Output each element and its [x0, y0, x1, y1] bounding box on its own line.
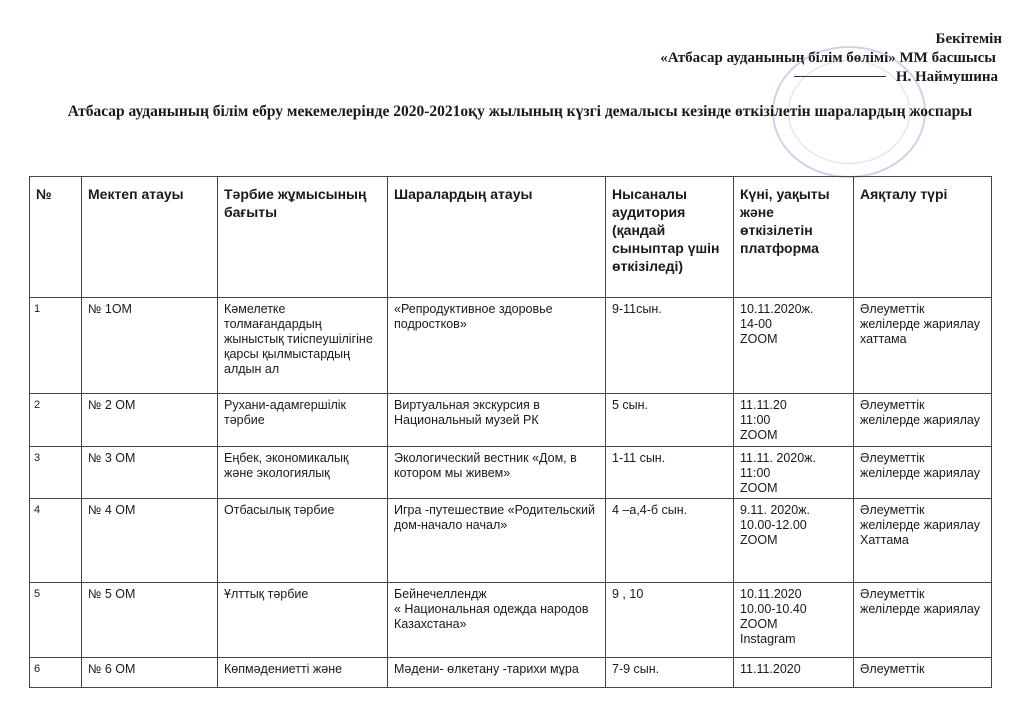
row-completion: Әлеуметтік желілерде жариялау — [854, 447, 992, 499]
header-number: № — [30, 177, 82, 298]
row-direction: Еңбек, экономикалық және экологиялық — [218, 447, 388, 499]
row-completion: Әлеуметтік желілерде жариялау хаттама — [854, 298, 992, 394]
table-row — [30, 499, 992, 583]
row-completion: Әлеуметтік желілерде жариялау — [854, 583, 992, 658]
row-direction: Көпмәдениетті және — [218, 658, 388, 688]
row-completion: Әлеуметтік — [854, 658, 992, 688]
row-number: 6 — [30, 658, 82, 688]
row-direction: Рухани-адамгершілік тәрбие — [218, 394, 388, 447]
row-event: Игра -путешествие «Родительский дом-начало начал» — [388, 499, 606, 583]
header-event: Шаралардың атауы — [388, 177, 606, 298]
row-number: 3 — [30, 447, 82, 499]
table-row — [30, 583, 992, 658]
row-direction: Кәмелетке толмағандардың жыныстық тиіспеушілігіне қарсы қылмыстардың алдын ал — [218, 298, 388, 394]
row-direction: Отбасылық тәрбие — [218, 499, 388, 583]
row-school: № 1ОМ — [82, 298, 218, 394]
events-plan-table — [29, 176, 992, 688]
row-event: «Репродуктивное здоровье подростков» — [388, 298, 606, 394]
row-audience: 7-9 сын. — [606, 658, 734, 688]
row-audience: 1-11 сын. — [606, 447, 734, 499]
table-row — [30, 394, 992, 447]
table-header-row — [30, 177, 992, 298]
row-number: 2 — [30, 394, 82, 447]
row-datetime: 11.11.20 11:00 ZOOM — [734, 394, 854, 447]
row-datetime: 10.11.2020ж. 14-00 ZOOM — [734, 298, 854, 394]
header-direction: Тәрбие жұмысының бағыты — [218, 177, 388, 298]
header-school: Мектеп атауы — [82, 177, 218, 298]
row-audience: 5 сын. — [606, 394, 734, 447]
row-event: Виртуальная экскурсия в Национальный музей РК — [388, 394, 606, 447]
table-row — [30, 658, 992, 688]
row-event: Мәдени- өлкетану -тарихи мұра — [388, 658, 606, 688]
approval-department: «Атбасар ауданының білім бөлімі» ММ басшысы — [660, 50, 996, 66]
table-row — [30, 447, 992, 499]
row-audience: 4 –а,4-б сын. — [606, 499, 734, 583]
header-datetime: Күні, уақыты және өткізілетін платформа — [734, 177, 854, 298]
row-event: Экологический вестник «Дом, в котором мы живем» — [388, 447, 606, 499]
row-datetime: 11.11. 2020ж. 11:00 ZOOM — [734, 447, 854, 499]
row-number: 1 — [30, 298, 82, 394]
row-audience: 9-11сын. — [606, 298, 734, 394]
row-direction: Ұлттық тәрбие — [218, 583, 388, 658]
row-school: № 4 ОМ — [82, 499, 218, 583]
row-datetime: 10.11.2020 10.00-10.40 ZOOM Instagram — [734, 583, 854, 658]
row-completion: Әлеуметтік желілерде жариялау Хаттама — [854, 499, 992, 583]
row-school: № 2 ОМ — [82, 394, 218, 447]
row-audience: 9 , 10 — [606, 583, 734, 658]
table-row — [30, 298, 992, 394]
approval-title: Бекітемін — [935, 31, 1002, 47]
row-number: 4 — [30, 499, 82, 583]
row-school: № 3 ОМ — [82, 447, 218, 499]
header-audience: Нысаналы аудитория (қандай сыныптар үшін өткізіледі) — [606, 177, 734, 298]
row-event: Бейнечеллендж « Национальная одежда народов Казахстана» — [388, 583, 606, 658]
row-number: 5 — [30, 583, 82, 658]
header-completion: Аяқталу түрі — [854, 177, 992, 298]
row-datetime: 9.11. 2020ж. 10.00-12.00 ZOOM — [734, 499, 854, 583]
row-datetime: 11.11.2020 — [734, 658, 854, 688]
row-school: № 6 ОМ — [82, 658, 218, 688]
row-completion: Әлеуметтік желілерде жариялау — [854, 394, 992, 447]
document-title: Атбасар ауданының білім ебру мекемелерінде 2020-2021оқу жылының күзгі демалысы кезінде өткізілетін шаралардың жоспары — [67, 103, 973, 120]
approver-name: Н. Наймушина — [895, 69, 998, 85]
row-school: № 5 ОМ — [82, 583, 218, 658]
